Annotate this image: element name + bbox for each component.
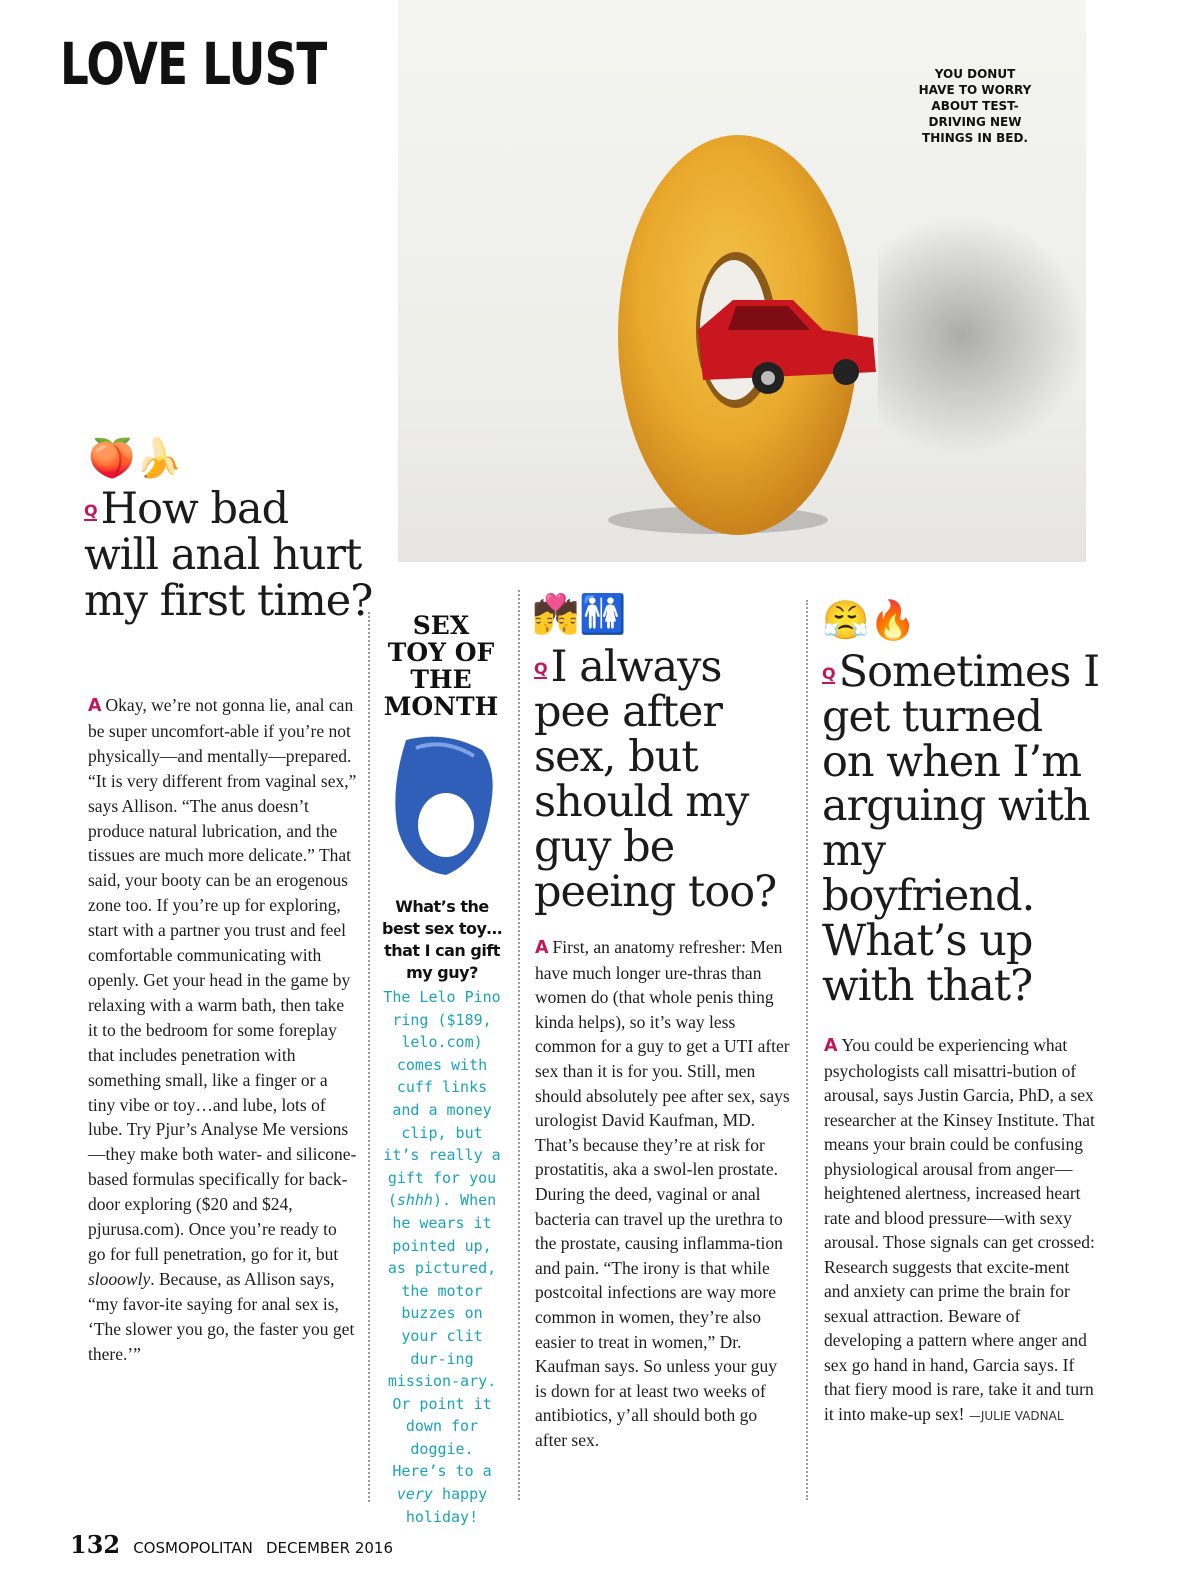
sidebar-body-emphasis: very: [396, 1485, 433, 1504]
answer-body-2: [535, 935, 793, 1452]
question-headline-2: [534, 642, 804, 917]
q-marker: Q: [84, 501, 97, 520]
magazine-name: COSMOPOLITAN: [133, 1539, 253, 1557]
column-divider: [806, 600, 808, 1500]
answer-text: You could be experiencing what psychologists call misattri-bution of arousal, says Justin Garcia, PhD, a sex researcher at the Kinsey Institute. That means your brain could be confusing physiological arousal from anger—heightened alertness, increased heart rate and blood pressure—with sexy arousal. Those signals can get crossed: Research suggests that excite-ment and anxiety can prime the brain for sexual attraction. Beware of developing a pattern where anger and sex go hand in hand, Garcia says. If that fiery mood is rare, take it and turn it into make-up sex!: [824, 1035, 1095, 1424]
caption-line: HAVE TO WORRY: [918, 83, 1032, 97]
column-divider: [368, 612, 370, 1502]
byline: —JULIE VADNAL: [968, 1408, 1064, 1423]
question-text: How bad will anal hurt my first time?: [84, 484, 373, 626]
section-title: LOVE LUST: [60, 30, 327, 98]
q-marker: Q: [822, 664, 835, 683]
question-text: Sometimes I get turned on when I’m arguing with my boyfriend. What’s up with that?: [822, 647, 1100, 1011]
sidebar-body: [380, 986, 504, 1528]
toy-ring-image: [386, 730, 498, 880]
caption-line: YOU DONUT: [934, 67, 1016, 81]
issue-date: DECEMBER 2016: [265, 1539, 394, 1557]
sidebar-body-text: happy holiday!: [405, 1485, 488, 1526]
caption-line: THINGS IN BED.: [922, 131, 1028, 145]
angry-fire-emoji-icon: 😤🔥: [822, 598, 917, 642]
kiss-restroom-emoji-icon: 💏🚻: [532, 592, 627, 636]
caption-line: ABOUT TEST-: [931, 99, 1019, 113]
a-marker: A: [824, 1036, 838, 1056]
a-marker: A: [88, 696, 102, 716]
answer-text: Okay, we’re not gonna lie, anal can be super uncomfort-able if you’re not physically—and mentally—prepared. “It is very different from vaginal sex,” says Allison. “The anus doesn’t produce natural lubrication, and the tissues are much more delicate.” That said, your booty can be an erogenous zone too. If you’re up for exploring, start with a partner you trust and feel comfortable communicating with openly. Get your head in the game by relaxing with a warm bath, then take it to the bedroom for some foreplay that includes penetration with something small, like a finger or a tiny vibe or toy…and lube, lots of lube. Try Pjur’s Analyse Me versions—they make both water- and silicone-based formulas specifically for back-door exploring ($20 and $24, pjurusa.com). Once you’re ready to go for full penetration, go for it, but: [88, 695, 357, 1264]
page-footer: [70, 1530, 393, 1559]
sidebar-title: SEX TOY OF THE MONTH: [383, 611, 499, 721]
answer-emphasis: slooowly: [88, 1268, 151, 1289]
question-headline-3: [822, 647, 1102, 1011]
question-text: I always pee after sex, but should my guy be peeing too?: [534, 642, 777, 917]
page-number: 132: [70, 1530, 121, 1559]
photo-caption: [910, 66, 1040, 146]
column-divider: [518, 590, 520, 1500]
question-headline-1: [84, 486, 374, 624]
sidebar-body-text: ). When he wears it pointed up, as pictured, the motor buzzes on your clit dur-ing mission-ary. Or point it down for doggie. Here’s to a: [387, 1191, 497, 1481]
answer-body-3: [824, 1033, 1096, 1428]
sidebar-body-text: The Lelo Pino ring ($189, lelo.com) comes with cuff links and a money clip, but it’s really a gift for you (: [383, 988, 501, 1210]
sidebar-body-emphasis: shhh: [396, 1191, 433, 1210]
answer-text-end: . Because, as Allison says, “my favor-ite saying for anal sex is, ‘The slower you go, the faster you get there.’”: [88, 1268, 355, 1364]
sidebar-question: What’s the best sex toy… that I can gift my guy?: [382, 897, 502, 982]
q-marker: Q: [534, 659, 547, 678]
a-marker: A: [535, 938, 549, 958]
caption-line: DRIVING NEW: [928, 115, 1022, 129]
answer-text: First, an anatomy refresher: Men have much longer ure-thras than women do (that whole penis thing kinda helps), so it’s way less common for a guy to get a UTI after sex than it is for you. Still, men should absolutely pee after sex, says urologist David Kaufman, MD. That’s because they’re at risk for prostatitis, aka a swol-len prostate. During the deed, vaginal or anal bacteria can travel up the urethra to the prostate, causing inflamma-tion and pain. “The irony is that while postcoital infections are way more common in women, they’re also easier to treat in women,” Dr. Kaufman says. So unless your guy is down for at least two weeks of antibiotics, y’all should both go after sex.: [535, 937, 790, 1450]
answer-body-1: [88, 693, 358, 1366]
peach-banana-emoji-icon: 🍑🍌: [88, 436, 183, 480]
